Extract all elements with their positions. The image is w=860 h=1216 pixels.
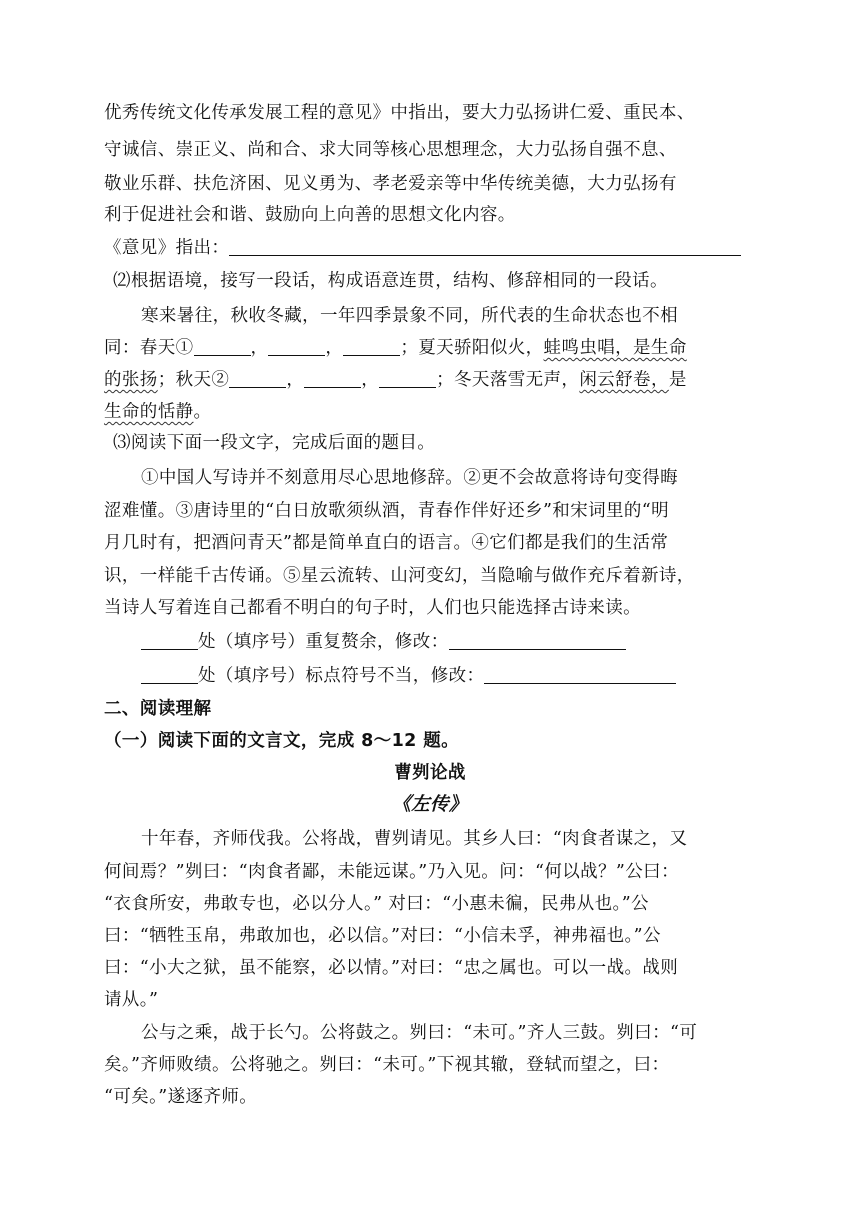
passage-p1-line-4: 曰：“牺牲玉帛，弗敢加也，必以信。”对曰：“小信未孚，神弗福也。”公 <box>104 926 661 946</box>
q3-fill-label-2: 处（填序号）标点符号不当，修改： <box>198 666 485 686</box>
passage-p2-line-1: 公与之乘，战于长勺。公将鼓之。刿曰：“未可。”齐人三鼓。刿曰：“可 <box>141 1023 698 1043</box>
q3-revision-blank-1[interactable] <box>449 631 626 650</box>
q2-line-4 <box>104 400 211 426</box>
q3-fill-row-2 <box>141 664 676 690</box>
q3-number-blank-1[interactable] <box>141 631 198 650</box>
q3-line-4: 识，一样能千古传诵。⑤星云流转、山河变幻，当隐喻与做作充斥着新诗， <box>104 566 695 586</box>
q3-number-blank-2[interactable] <box>141 665 198 684</box>
section-heading: 二、阅读理解 <box>104 699 212 719</box>
sub-section-heading: （一）阅读下面的文言文，完成 8～12 题。 <box>104 731 460 751</box>
q1-line-3: 敬业乐群、扶危济困、见义勇为、孝老爱亲等中华传统美德，大力弘扬有 <box>104 174 677 194</box>
passage-p1-line-5: 曰：“小大之狱，虽不能察，必以情。”对曰：“忠之属也。可以一战。战则 <box>104 958 679 978</box>
q3-line-5: 当诗人写着连自己都看不明白的句子时，人们也只能选择古诗来读。 <box>104 598 641 618</box>
q3-line-3: 月几时有，把酒问青天”都是简单直白的语言。④它们都是我们的生活常 <box>104 533 669 553</box>
q3-fill-row-1 <box>141 630 626 656</box>
passage-p2-line-2: 矣。”齐师败绩。公将驰之。刿曰：“未可。”下视其辙，登轼而望之，曰： <box>104 1055 670 1075</box>
semicolon: ； <box>400 338 419 358</box>
q3-fill-label-1: 处（填序号）重复赘余，修改： <box>198 632 449 652</box>
spring-blank-2[interactable] <box>268 337 325 356</box>
q1-line-4: 利于促进社会和谐、鼓励向上向善的思想文化内容。 <box>104 205 516 225</box>
spring-blank-3[interactable] <box>343 337 400 356</box>
q1-line-1: 优秀传统文化传承发展工程的意见》中指出，要大力弘扬讲仁爱、重民本、 <box>104 103 695 123</box>
autumn-blank-3[interactable] <box>379 369 436 388</box>
passage-title: 曹刿论战 <box>394 763 466 783</box>
passage-source: 《左传》 <box>392 794 468 815</box>
period: 。 <box>193 402 212 422</box>
q2-line-1: 寒来暑往，秋收冬藏，一年四季景象不同，所代表的生命状态也不相 <box>141 306 678 326</box>
autumn-blank-1[interactable] <box>229 369 286 388</box>
q2-winter-lead: 冬天落雪无声， <box>454 370 580 390</box>
passage-p2-line-3: “可矣。”遂逐齐师。 <box>104 1087 258 1107</box>
q2-autumn-label: ；秋天② <box>157 370 230 390</box>
q3-line-1: ①中国人写诗并不刻意用尽心思地修辞。②更不会故意将诗句变得晦 <box>141 468 678 488</box>
q2-summer-wavy-text: 蛙鸣虫唱，是生命 <box>543 338 687 358</box>
comma: ， <box>250 338 269 358</box>
q2-winter-end: 是 <box>668 370 687 390</box>
q1-answer-row <box>104 236 741 262</box>
q2-spring-label: 同：春天① <box>104 338 194 358</box>
passage-p1-line-6: 请从。” <box>104 990 159 1010</box>
comma: ， <box>325 338 344 358</box>
autumn-blank-2[interactable] <box>304 369 361 388</box>
q3-line-2: 涩难懂。③唐诗里的“白日放歌须纵酒，青春作伴好还乡”和宋词里的“明 <box>104 501 670 521</box>
q3-prompt: ⑶阅读下面一段文字，完成后面的题目。 <box>113 433 436 453</box>
passage-p1-line-1: 十年春，齐师伐我。公将战，曹刿请见。其乡人曰：“肉食者谋之，又 <box>141 829 688 849</box>
q3-revision-blank-2[interactable] <box>484 665 676 684</box>
comma: ， <box>286 370 305 390</box>
semicolon: ； <box>436 370 455 390</box>
q2-prompt: ⑵根据语境，接写一段话，构成语意连贯，结构、修辞相同的一段话。 <box>113 271 668 291</box>
q1-line-2: 守诚信、崇正义、尚和合、求大同等核心思想理念，大力弘扬自强不息、 <box>104 140 677 160</box>
q2-line-2 <box>104 336 687 362</box>
q2-line-3 <box>104 368 687 394</box>
comma: ， <box>361 370 380 390</box>
passage-p1-line-3: “衣食所安，弗敢专也，必以分人。” 对曰：“小惠未徧，民弗从也。”公 <box>104 894 649 914</box>
passage-p1-line-2: 何间焉？”刿曰：“肉食者鄙，未能远谋。”乃入见。问：“何以战？”公曰： <box>104 862 679 882</box>
spring-blank-1[interactable] <box>194 337 251 356</box>
q2-summer-lead: 夏天骄阳似火， <box>418 338 544 358</box>
q1-answer-label: 《意见》指出： <box>104 238 230 258</box>
q2-line4-wavy-text: 生命的恬静 <box>104 402 194 422</box>
q1-answer-blank[interactable] <box>229 237 741 256</box>
q2-winter-wavy-text: 闲云舒卷， <box>579 370 669 390</box>
q2-line3-wavy-text: 的张扬 <box>104 370 158 390</box>
